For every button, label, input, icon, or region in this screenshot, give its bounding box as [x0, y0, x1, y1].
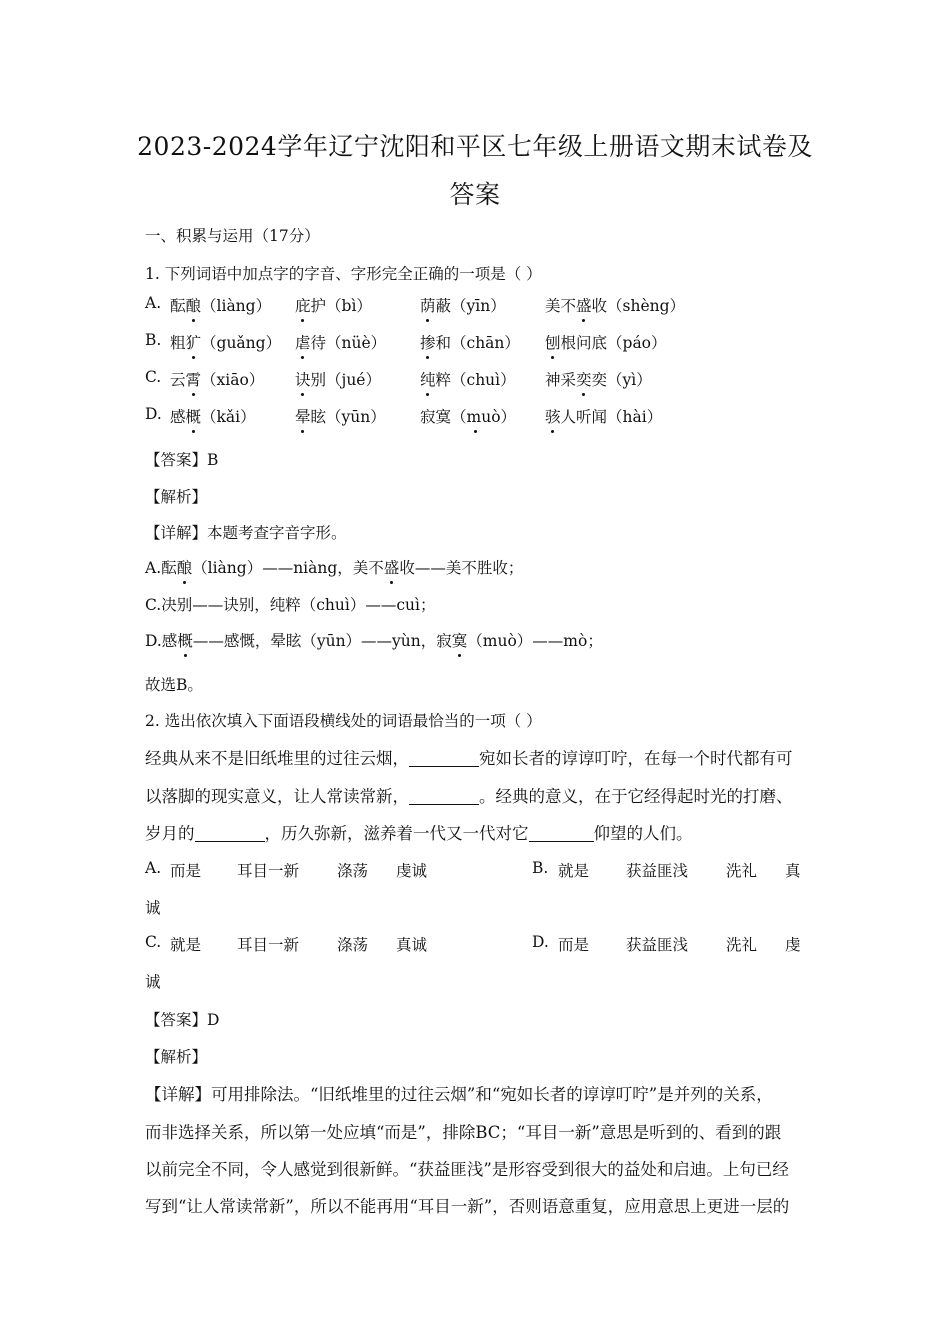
- option-word-1: 酝酿（liàng）: [170, 294, 271, 316]
- option-word-3: 纯粹（chuì）: [420, 368, 516, 390]
- option-d-wrap: 诚: [145, 973, 161, 991]
- emphasis-dot-char: 庇: [295, 294, 311, 316]
- option-a-word4: 虔诚: [396, 862, 428, 880]
- emphasis-dot-char: 诀: [295, 368, 311, 390]
- option-word-2: 晕眩（yūn）: [295, 405, 386, 427]
- option-c-word4: 真诚: [396, 936, 428, 954]
- option-d-letter: D.: [532, 933, 549, 951]
- emphasis-dot-char: 晕: [295, 405, 311, 427]
- q1-answer: 【答案】B: [145, 451, 219, 469]
- option-c-word1: 就是: [170, 936, 202, 954]
- q2-options-row-cd: [145, 933, 807, 955]
- q2-detail-line3: 以前完全不同，令人感觉到很新鲜。“获益匪浅”是形容受到很大的益处和启迪。上句已经: [145, 1160, 789, 1179]
- q2-detail-line2: 而非选择关系，所以第一处应填“而是”，排除BC；“耳目一新”意思是听到的、看到的跟: [145, 1123, 782, 1142]
- option-d-word3: 洗礼: [726, 936, 758, 954]
- q2-passage-line3: 岁月的 ，历久弥新，滋养着一代又一代对它 仰望的人们。: [145, 824, 693, 843]
- option-b-word2: 获益匪浅: [626, 862, 689, 880]
- emphasis-dot-char: 霄: [186, 368, 202, 390]
- emphasis-dot-char: 概: [186, 405, 202, 427]
- fill-blank-4: [529, 825, 594, 842]
- option-letter: A.: [145, 294, 162, 312]
- option-letter: C.: [145, 368, 162, 386]
- fill-blank-1: [409, 750, 479, 767]
- option-word-2: 虐待（nüè）: [295, 331, 386, 353]
- q1-detail: 【详解】本题考查字音字形。: [145, 524, 347, 542]
- option-b-letter: B.: [532, 859, 549, 877]
- q1-explanation-d: D.感概——感慨，晕眩（yūn）——yùn，寂寞（muò）——mò；: [145, 629, 603, 651]
- option-word-4: 美不盛收（shèng）: [545, 294, 685, 316]
- q1-analysis-label: 【解析】: [145, 488, 208, 506]
- emphasis-dot-char: 寞（muò）: [436, 405, 517, 427]
- option-word-3: 荫蔽（yīn）: [420, 294, 506, 316]
- emphasis-dot-char: 犷: [186, 331, 202, 353]
- emphasis-dot-char: 骇: [545, 405, 561, 427]
- option-word-3: 掺和（chān）: [420, 331, 520, 353]
- emphasis-dot-char: 纯: [420, 368, 436, 390]
- emphasis-dot-char: 奕: [576, 368, 592, 390]
- q1-stem: 1. 下列词语中加点字的字音、字形完全正确的一项是（ ）: [145, 265, 542, 283]
- option-b-wrap: 诚: [145, 899, 161, 917]
- option-a-word3: 涤荡: [337, 862, 369, 880]
- emphasis-dot-char: 概: [177, 629, 193, 651]
- option-word-1: 云霄（xiāo）: [170, 368, 264, 390]
- emphasis-dot-char: 酿: [186, 294, 202, 316]
- emphasis-dot-char: 荫: [420, 294, 436, 316]
- option-a-letter: A.: [145, 859, 162, 877]
- option-a-word1: 而是: [170, 862, 202, 880]
- q2-stem: 2. 选出依次填入下面语段横线处的词语最恰当的一项（ ）: [145, 712, 542, 730]
- option-word-3: 寂寞（muò）: [420, 405, 516, 427]
- option-d-word1: 而是: [558, 936, 590, 954]
- option-letter: D.: [145, 405, 162, 423]
- option-word-2: 庇护（bì）: [295, 294, 372, 316]
- option-a-word2: 耳目一新: [237, 862, 300, 880]
- option-b-word4: 真: [785, 862, 801, 880]
- emphasis-dot-char: 酿: [177, 556, 193, 578]
- fill-blank-3: [195, 825, 265, 842]
- emphasis-dot-char: 盛: [384, 556, 400, 578]
- option-letter: B.: [145, 331, 162, 349]
- emphasis-dot-char: 寞: [452, 629, 468, 651]
- q2-detail-line1: 【详解】可用排除法。“旧纸堆里的过往云烟”和“宛如长者的谆谆叮咛”是并列的关系，: [145, 1085, 773, 1104]
- option-d-word4: 虔: [785, 936, 801, 954]
- q2-detail-line4: 写到“让人常读常新”，所以不能再用“耳目一新”，否则语意重复，应用意思上更进一层的: [145, 1197, 790, 1216]
- fill-blank-2: [409, 788, 479, 805]
- option-word-1: 粗犷（guǎng）: [170, 331, 281, 353]
- option-b-word3: 洗礼: [726, 862, 758, 880]
- emphasis-dot-char: 掺: [420, 331, 436, 353]
- option-c-word2: 耳目一新: [237, 936, 300, 954]
- option-word-4: 骇人听闻（hài）: [545, 405, 662, 427]
- q2-options-row-ab: [145, 859, 807, 881]
- emphasis-dot-char: 虐: [295, 331, 311, 353]
- option-b-word1: 就是: [558, 862, 590, 880]
- option-word-1: 感概（kǎi）: [170, 405, 256, 427]
- q1-conclusion: 故选B。: [145, 676, 203, 694]
- option-word-2: 诀别（jué）: [295, 368, 381, 390]
- q2-passage-line2: 以落脚的现实意义，让人常读常新， 。经典的意义，在于它经得起时光的打磨、: [145, 787, 793, 806]
- option-word-4: 刨根问底（páo）: [545, 331, 667, 353]
- q1-explanation-a: A.酝酿（liàng）——niàng，美不盛收——美不胜收；: [145, 556, 523, 578]
- q1-explanation-c: C.决别——诀别，纯粹（chuì）——cuì；: [145, 596, 436, 614]
- q2-answer: 【答案】D: [145, 1011, 220, 1029]
- emphasis-dot-char: 刨: [545, 331, 561, 353]
- option-c-letter: C.: [145, 933, 162, 951]
- emphasis-dot-char: 盛: [576, 294, 592, 316]
- q2-analysis-label: 【解析】: [145, 1048, 208, 1066]
- option-word-4: 神采奕奕（yì）: [545, 368, 652, 390]
- option-d-word2: 获益匪浅: [626, 936, 689, 954]
- q2-passage-line1: 经典从来不是旧纸堆里的过往云烟， 宛如长者的谆谆叮咛，在每一个时代都有可: [145, 749, 793, 768]
- section-heading: 一、积累与运用（17分）: [145, 227, 320, 245]
- document-title-line2: 答案: [449, 180, 501, 209]
- option-c-word3: 涤荡: [337, 936, 369, 954]
- document-title-line1: 2023-2024学年辽宁沈阳和平区七年级上册语文期末试卷及: [137, 132, 813, 161]
